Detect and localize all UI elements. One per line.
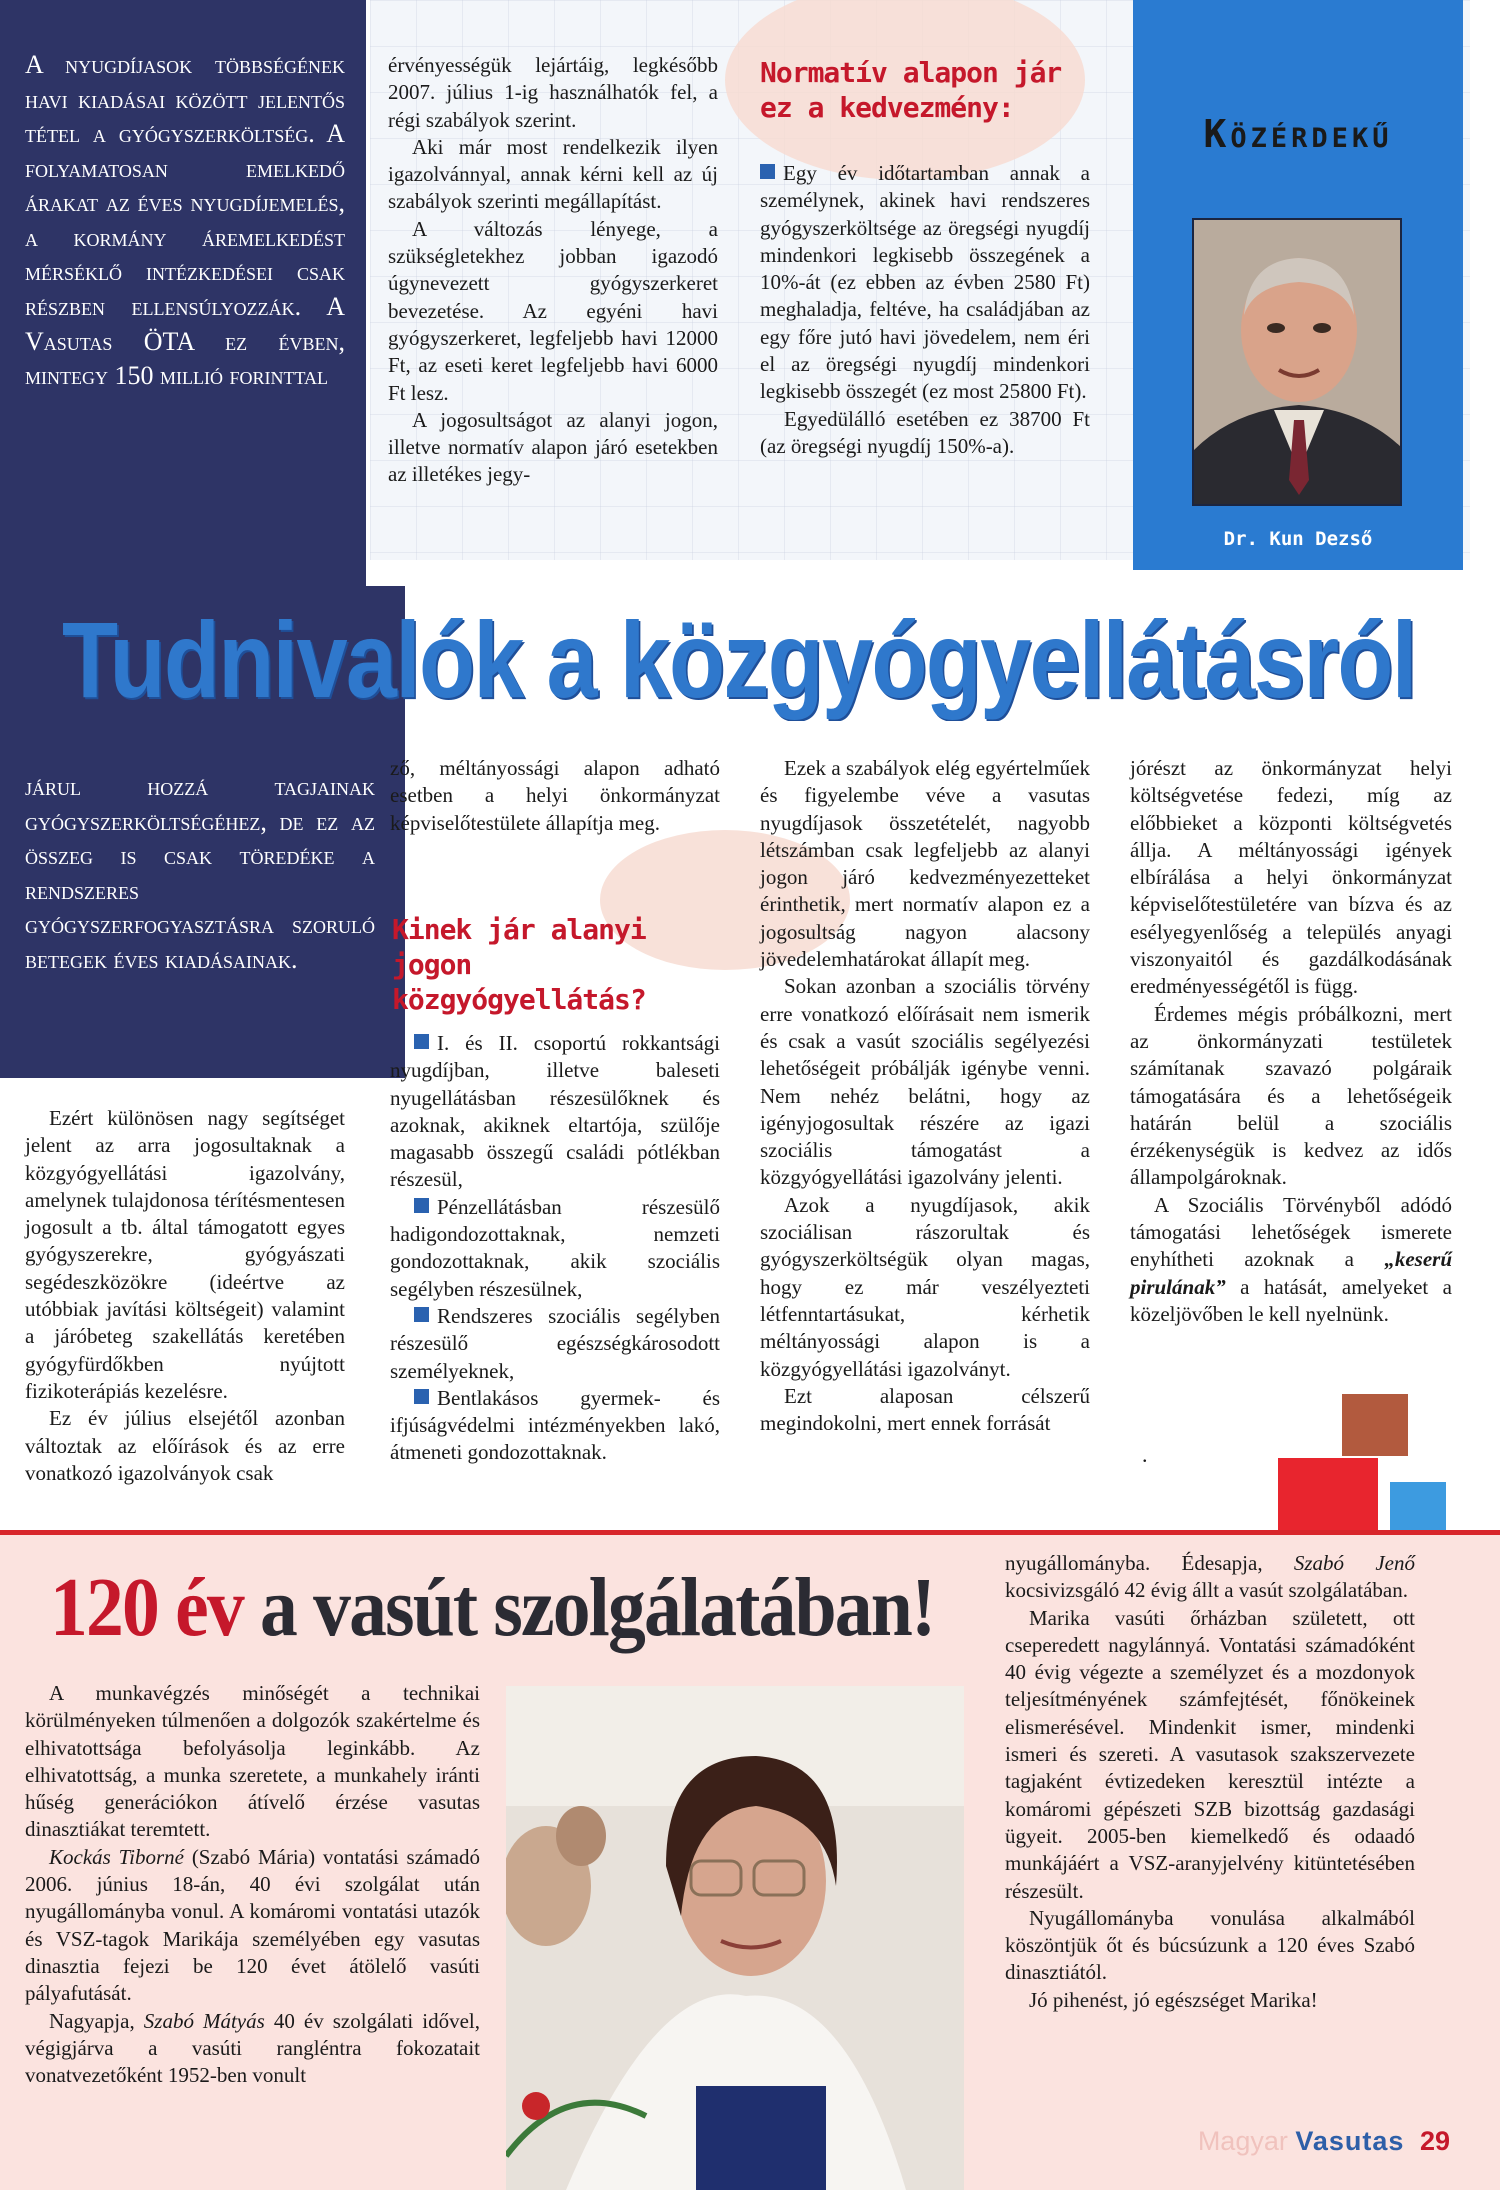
paragraph: Ez év július elsejétől azonban változtak az előírások és az erre vonatkozó igazolványok csak [25,1406,345,1485]
article-column-2-list [390,1030,720,1510]
subhead-normativ: Normatív alapon jár ez a kedvezmény: [760,56,1062,124]
paragraph: Azok a nyugdíjasok, akik szociálisan rászorultak és gyógyszerköltségük olyan magas, hogy ez már veszélyezteti létfenntartásukat, kérhetik méltányossági alapon is a közgyógyellátási igazolványt. [760,1192,1090,1381]
lead-text-bottom: járul hozzá tagjainak gyógyszerköltségéhez, de ez az összeg is csak töredéke a rendszeres gyógyszerfogyasztásra szoruló betegek éves kiadásainak. [25,772,375,974]
bullet-square-icon [414,1198,429,1213]
list-item: Rendszeres szociális segélyben részesülő egészségkárosodott személyeknek, [390,1303,720,1383]
article-column-3-top [760,160,1090,560]
page-title: Tudnivalók a közgyógyellátásról [62,599,1416,720]
paragraph: Ezek a szabályok elég egyértelműek és figyelembe véve a vasutas nyugdíjasok összetételét, nagyobb létszámban csak legfeljebb az alanyi jogon járó kedvezményezetteket érinthetik, mert normatív alapon ez a jogosultság nagyon alacsony jövedelemhatárokat állapít meg. [760,756,1090,972]
bottom-left-column [25,1680,480,2180]
decor-square-brown [1342,1394,1408,1456]
magazine-name-light: Magyar [1197,2126,1288,2156]
magazine-name: Vasutas [1295,2126,1405,2156]
paragraph: A Szociális Törvényből adódó támogatási lehetőségek ismerete enyhítheti azoknak a „keserű pirulának” a hatását, amelyeket a közeljövőben le kell nyelnünk. [1130,1192,1452,1326]
decor-square-blue [1390,1482,1446,1536]
list-item: Egy év időtartamban annak a személynek, akinek havi rendszeres gyógyszerköltsége az öregségi nyugdíj mindenkori legkisebb összegének a 10%-át (ez ebben az évben 2580 Ft) meghaladja, feltéve, ha családjában az egy főre jutó havi jövedelem, nem éri el az öregségi nyugdíj mindenkori legkisebb összegét (ez most 25800 Ft). [760,161,1090,404]
portrait-photo [1192,218,1402,506]
page-number: 29 [1419,2126,1450,2156]
lead-text-top: A nyugdíjasok többségének havi kiadásai között jelentős tétel a gyógyszerköltség. A folyamatosan emelkedő árakat az éves nyugdíjemelés, a kormány áremelkedést mérséklő intézkedései csak részben ellensúlyozzák. A Vasutas ÖTA ez évben, mintegy 150 millió forinttal [25,50,345,391]
paragraph: ző, méltányossági alapon adható esetben a helyi önkormányzat képviselőtestülete állapítja meg. [390,756,720,835]
article-column-2-bottom [390,755,720,865]
portrait-icon [1194,220,1402,506]
paragraph: Nagyapja, Szabó Mátyás 40 év szolgálati idővel, végigjárva a vasúti rangléntra fokozatait vonatvezetőként 1952-ben vonult [25,2008,481,2088]
woman-photo-icon [506,1686,964,2190]
list-item: Pénzellátásban részesülő hadigondozottaknak, nemzeti gondozottaknak, akik szociális segélyben részesülnek, [390,1194,720,1301]
paragraph: A jogosultságot az alanyi jogon, illetve normatív alapon járó esetekben az illetékes jegy- [388,407,718,487]
bullet-square-icon [414,1034,429,1049]
photo-caption: Dr. Kun Dezső [1223,528,1373,550]
paragraph: Kockás Tiborné (Szabó Mária) vontatási számadó 2006. június 18-án, 40 évi szolgálat után nyugállományba vonul. A komáromi vontatási utazók és VSZ-tagok Marikája személyében egy vasutas dinasztia fejezi be 120 évet átölelő vasúti pályafutását. [25,1844,480,2006]
paragraph: Aki már most rendelkezik ilyen igazolvánnyal, annak kérni kell az új szabályok szerinti megállapítást. [388,134,718,214]
paragraph: Nyugállományba vonulása alkalmából köszöntjük őt és búcsúzunk a 120 éves Szabó dinasztiától. [1005,1905,1415,1985]
list-item: Bentlakásos gyermek- és ifjúságvédelmi intézményekben lakó, átmeneti gondozottaknak. [390,1385,720,1465]
bottom-article-title: 120 év a vasút szolgálatában! [50,1561,935,1654]
paragraph: Sokan azonban a szociális törvény erre vonatkozó előírásait nem ismerik és csak a vasút szociális segélyezési lehetőségeit próbálják igénybe venni. Nem nehéz belátni, hogy az igényjogosultak részére az igazi szociális támogatást a közgyógyellátási igazolvány jelenti. [760,974,1090,1190]
article-column-2-top [388,52,718,560]
article-column-1-bottom [25,1105,345,1505]
paragraph: Egyedülálló esetében ez 38700 Ft (az öregségi nyugdíj 150%-a). [760,406,1090,458]
bullet-square-icon [414,1307,429,1322]
article-column-3-bottom [760,755,1090,1515]
list-item: I. és II. csoportú rokkantsági nyugdíjban, illetve baleseti nyugellátásban részesülőknek és azoknak, akiknek eltartója, szülője magasabb összegű családi pótlékban részesül, [390,1031,720,1192]
paragraph: A változás lényege, a szükségletekhez jobban igazodó úgynevezett gyógyszerkeret bevezetése. Az egyéni havi gyógyszerkeret, legfeljebb havi 12000 Ft, az eseti keret legfeljebb havi 6000 Ft lesz. [388,216,718,405]
paragraph: érvényességük lejártáig, legkésőbb 2007. július 1-ig használhatók fel, a régi szabályok szerint. [388,53,718,132]
paragraph: Érdemes mégis próbálkozni, mert az önkormányzati testületek számítanak szavazó polgáraik támogatására és a lehetőségeik határán belül a szociális érzékenységük is kedvez az idős állampolgároknak. [1130,1001,1452,1190]
paragraph: Ezt alaposan célszerű megindokolni, mert ennek forrását [760,1383,1090,1436]
bullet-square-icon [760,164,775,179]
paragraph: Ezért különösen nagy segítséget jelent az arra jogosultaknak a közgyógyellátási igazolvány, amelynek tulajdonosa térítésmentesen jogosult a tb. által támogatott egyes gyógyszerekre, gyógyászati segédeszközökre (ideértve az utóbbiak javítási költségeit) valamint a járóbeteg szakellátás keretében gyógyfürdőkben nyújtott fizikoterápiás kezelésre. [25,1106,345,1403]
page-footer [1150,2126,1450,2157]
bottom-right-column [1005,1550,1415,2110]
paragraph: jórészt az önkormányzat helyi költségvetése fedezi, míg az előbbieket a központi költségvetés állja. A méltányossági igények elbírálása a helyi önkormányzat képviselőtestületére van bízva és az esélyegyenlőség a település anyagi viszonyaitól és gazdálkodásának eredményességétől is függ. [1130,756,1452,999]
article-column-4-bottom [1130,755,1452,1415]
paragraph: Marika vasúti őrházban született, ott cseperedett nagylánnyá. Vontatási számadóként 40 évig végezte a személyzet és a mozdonyok teljesítményének számfejtését, főnökeinek elismerésével. Mindenkit ismer, mindenki ismeri és szereti. A vasutasok szakszervezete tagjaként évtizedeken keresztül intézte a komáromi gépészeti SZB bizottság gazdasági ügyeit. 2005-ben kiemelkedő és odaadó munkájáért a VSZ-aranyjelvény kitüntetésében részesült. [1005,1605,1415,1903]
paragraph: A munkavégzés minőségét a technikai körülményeken túlmenően a dolgozók szakértelme és elhivatottsága befolyásolja leginkább. Az elhivatottság, a munka szeretete, a munkahely iránti hűség generációkon átívelő érzése vasutas dinasztiákat teremtett. [25,1681,480,1842]
subhead-alanyi: Kinek jár alanyi jogon közgyógyellátás? [392,913,646,1016]
bottom-article-divider [0,1530,1500,1535]
stray-dot: . [1142,1442,1148,1467]
bullet-square-icon [414,1389,429,1404]
paragraph: nyugállományba. Édesapja, Szabó Jenő kocsivizsgáló 42 évig állt a vasút szolgálatában. [1005,1551,1415,1603]
paragraph: Jó pihenést, jó egészséget Marika! [1029,1987,1318,2012]
woman-portrait-photo [506,1686,964,2190]
sidebar-label: Közérdekű [1203,112,1393,156]
